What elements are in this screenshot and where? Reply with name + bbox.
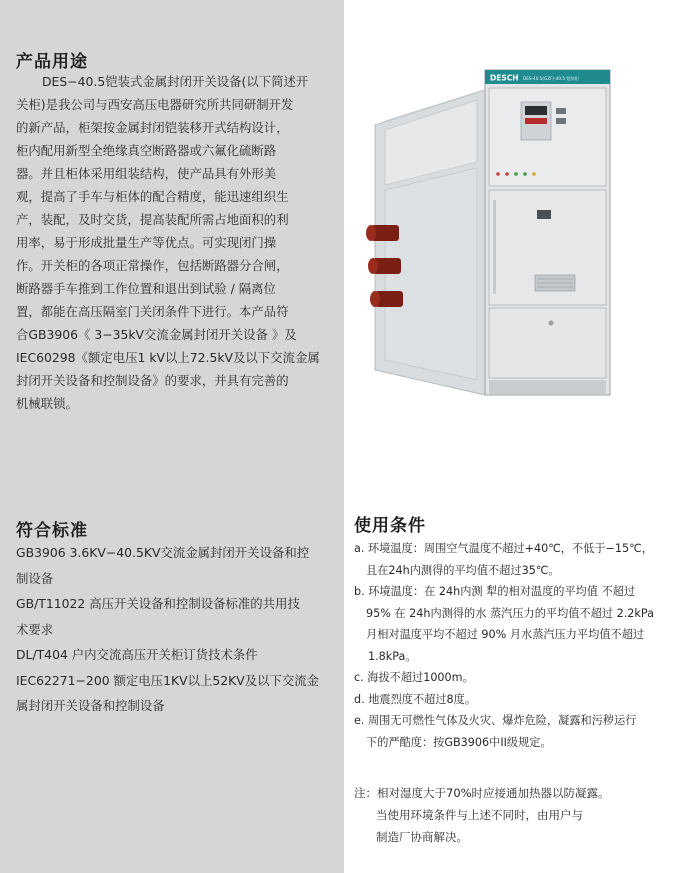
conditions-line: e. 周围无可燃性气体及火灾、爆炸危险，凝露和污秽运行 <box>354 714 637 727</box>
standards-line: 术要求 <box>16 621 54 637</box>
usage-line: 封闭开关设备和控制设备》的要求，并具有完善的 <box>16 373 289 388</box>
conditions-title: 使用条件 <box>354 516 426 536</box>
usage-line: DES−40.5铠装式金属封闭开关设备(以下简述开 <box>42 74 309 89</box>
usage-line: 器。并且柜体采用组装结构，使产品具有外形美 <box>16 166 277 181</box>
usage-line: 柜内配用新型全绝缘真空断路器或六氟化硫断路 <box>16 143 277 158</box>
standards-title: 符合标准 <box>16 521 88 541</box>
side-panel-section <box>385 168 477 380</box>
conditions-line: d. 地震烈度不超过8度。 <box>354 692 477 706</box>
door-handle <box>537 210 551 219</box>
conditions-line: 下的严酷度：按GB3906中II级规定。 <box>366 735 552 749</box>
indicator-strip <box>525 118 547 124</box>
conditions-line: a. 环境温度：周围空气温度不超过+40℃，不低于−15℃， <box>354 542 653 555</box>
usage-line: 合GB3906《 3−35kV交流金属封闭开关设备 》及 <box>16 327 297 342</box>
door-hinge <box>493 200 496 294</box>
usage-line: 的新产品，柜架按金属封闭铠装移开式结构设计， <box>16 120 289 135</box>
note-line: 当使用环境条件与上述不同时，由用户与 <box>376 808 583 822</box>
switchgear-cabinet-image <box>355 50 625 405</box>
meter <box>556 118 566 124</box>
cabinet-base <box>489 380 606 394</box>
standards-line: 属封闭开关设备和控制设备 <box>16 698 165 713</box>
indicator-light <box>496 172 500 176</box>
note-line: 制造厂协商解决。 <box>376 830 468 844</box>
usage-line: 产，装配，及时交货，提高装配所需占地面积的利 <box>16 212 289 227</box>
meter <box>556 108 566 114</box>
conditions-line: c. 海拔不超过1000m。 <box>354 671 474 684</box>
bushing-icon <box>366 225 399 241</box>
usage-line: 关柜)是我公司与西安高压电器研究所共同研制开发 <box>16 97 294 112</box>
indicator-light <box>532 172 536 176</box>
usage-line: 置，都能在高压隔室门关闭条件下进行。本产品符 <box>16 304 289 319</box>
usage-line: 断路器手车推到工作位置和退出到试验 / 隔离位 <box>16 281 276 296</box>
standards-line: GB3906 3.6KV−40.5KV交流金属封闭开关设备和控 <box>16 545 310 560</box>
conditions-line: 月相对温度平均不超过 90% 月水蒸汽压力平均值不超过 <box>366 628 645 641</box>
usage-paragraph <box>16 70 340 415</box>
standards-line: 制设备 <box>16 570 54 586</box>
standards-line: GB/T11022 高压开关设备和控制设备标准的共用技 <box>16 596 300 611</box>
usage-line: IEC60298《额定电压1 kV以上72.5kV及以下交流金属 <box>16 350 320 365</box>
conditions-line: 95% 在 24h内测得的水 蒸汽压力的平均值不超过 2.2kPa <box>366 606 654 620</box>
bushing-icon <box>370 291 403 307</box>
usage-line: 机械联锁。 <box>16 396 78 411</box>
cable-compartment <box>489 308 606 378</box>
note <box>354 782 610 848</box>
conditions-line: 1.8kPa。 <box>368 649 417 663</box>
inspection-port <box>549 321 554 326</box>
conditions-line: b. 环境温度：在 24h内测 犁的相对温度的平均值 不超过 <box>354 585 636 598</box>
standards-list <box>16 540 338 719</box>
indicator-light <box>505 172 509 176</box>
indicator-light <box>514 172 518 176</box>
indicator-light <box>523 172 527 176</box>
bushing-icon <box>368 258 401 274</box>
brand-logo: DESCH <box>490 73 519 83</box>
standards-line: DL/T404 户内交流高压开关柜订货技术条件 <box>16 647 258 662</box>
conditions-line: 且在24h内测得的平均值不超过35℃。 <box>366 563 560 577</box>
usage-line: 观，提高了手车与柜体的配合精度，能迅速组织生 <box>16 189 289 204</box>
conditions-list <box>354 538 676 753</box>
display-screen <box>525 106 547 115</box>
model-label: DES-40.5(GZF)-40.5 铠装柜 <box>523 76 579 81</box>
usage-title: 产品用途 <box>16 52 88 72</box>
note-line: 注：相对湿度大于70%时应接通加热器以防凝露。 <box>354 786 610 800</box>
standards-line: IEC62271−200 额定电压1KV以上52KV及以下交流金 <box>16 672 320 688</box>
usage-line: 用率，易于形成批量生产等优点。可实现闭门操 <box>16 235 277 250</box>
usage-line: 作。开关柜的各项正常操作，包括断路器分合闸， <box>16 258 289 273</box>
